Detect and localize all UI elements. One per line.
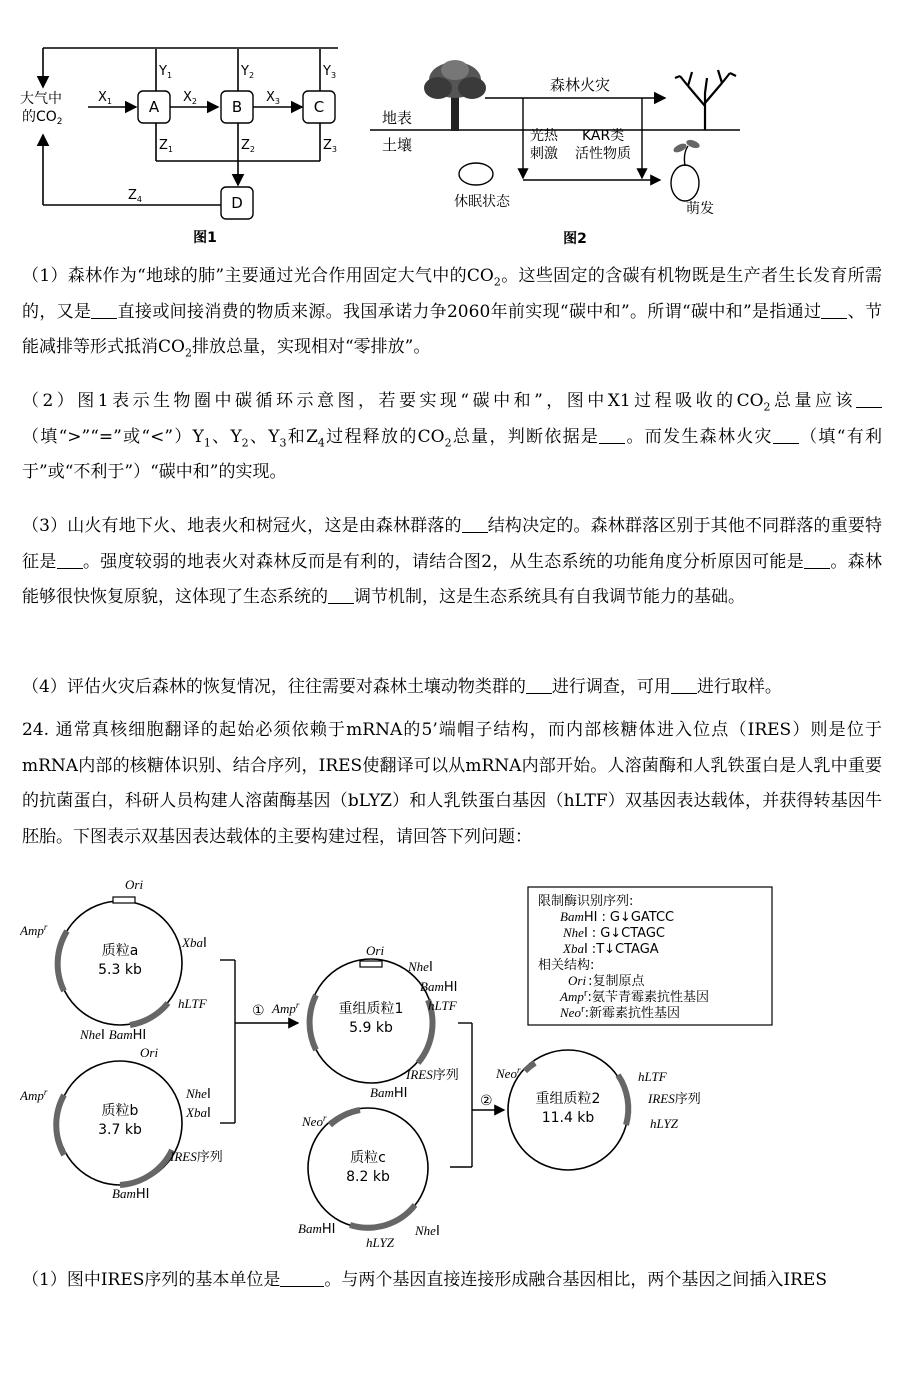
nhe-label-b: NheⅠ	[186, 1086, 211, 1102]
legend-bam: BamHⅠ : G↓GATCC	[560, 909, 675, 925]
atmosphere-label-line1: 大气中	[20, 91, 62, 107]
question-24-stem: 24. 通常真核细胞翻译的起始必须依赖于mRNA的5’端帽子结构，而内部核糖体进入位点（IRES）则是位于mRNA内部的核糖体识别、结合序列，IRES使翻译可以从mRNA内部开始。人溶菌酶和人乳铁蛋白是人乳中重要的抗菌蛋白，科研人员构建人溶菌酶基因（bLYZ）和人乳铁蛋白基因（hLTF）双基因表达载体，并获得转基因牛胚胎。下图表示双基因表达载体的主要构建过程，请回答下列问题：	[22, 720, 882, 847]
amp-label-b: Amp$^r$	[20, 1087, 48, 1103]
recomb2-name: 重组质粒2	[535, 1091, 601, 1107]
answer-blank[interactable]	[328, 586, 354, 604]
forest-fire-label: 森林火灾	[549, 76, 611, 94]
answer-blank[interactable]	[599, 426, 625, 444]
ires-label-r1: IRES序列	[406, 1067, 459, 1083]
legend-title: 限制酶识别序列:	[538, 894, 634, 909]
label-x1: $X_1$	[98, 90, 112, 106]
plasmid-a-name: 质粒a	[101, 943, 139, 959]
surface-label: 地表	[382, 109, 413, 127]
node-d-label: D	[231, 194, 243, 212]
label-y2: $Y_2$	[241, 64, 255, 80]
hlyz-label-c: hLYZ	[366, 1235, 394, 1250]
answer-blank[interactable]	[526, 676, 552, 694]
legend-ori: Ori :复制原点	[568, 973, 645, 989]
dormant-label: 休眠状态	[454, 194, 510, 210]
sprout-label: 萌发	[686, 201, 714, 217]
amp-label-a: Amp$^r$	[20, 922, 48, 938]
figure-1-carbon-cycle	[18, 35, 368, 250]
recomb1-size: 5.9 kb	[349, 1020, 393, 1036]
node-c-label: C	[313, 98, 325, 116]
ori-label-r1: Ori	[366, 943, 385, 958]
question-3: （3）山火有地下火、地表火和树冠火，这是由森林群落的 结构决定的。森林群落区别于其他不同群落的重要特征是 。强度较弱的地表火对森林反而是有利的，请结合图2，从生态系统的功能角度分析原因可能是 。森林能够很快恢复原貌，这体现了生态系统的 调节机制，这是生态系统具有自我调节能力的基础。	[22, 516, 882, 607]
kar-label-2: 活性物质	[575, 146, 631, 162]
atmosphere-label-line2: 的$CO_2$	[22, 109, 63, 127]
answer-blank[interactable]	[804, 551, 830, 569]
answer-blank[interactable]	[773, 426, 799, 444]
hlyz-label-r2: hLYZ	[650, 1116, 678, 1131]
label-x3: $X_3$	[266, 90, 280, 106]
plasmid-b-size: 3.7 kb	[98, 1122, 142, 1138]
hltf-label-a: hLTF	[178, 996, 207, 1011]
bam-label-r1: BamHⅠ	[420, 979, 458, 995]
soil-label: 土壤	[382, 136, 413, 154]
recomb2-size: 11.4 kb	[541, 1110, 595, 1126]
figure-1-caption: 图1	[193, 230, 217, 246]
step-2-label: ②	[480, 1093, 493, 1109]
hltf-label-r1: hLTF	[428, 998, 457, 1013]
bam-label-b: BamHⅠ	[112, 1186, 150, 1202]
answer-blank[interactable]	[280, 1269, 324, 1287]
question-2: （2）图1表示生物圈中碳循环示意图，若要实现“碳中和”，图中X1过程吸收的$CO_2$总量应该（填“>”“=”或“$<”)Y_1$、$Y_2$、$Y_3$和$Z_4$过程释放的$CO_2$总量，判断依据是 。而发生森林火灾 （填“有利于”或“不利于”）“碳中和”的实现。	[22, 391, 882, 482]
question-24-1: （1）图中IRES序列的基本单位是 。与两个基因直接连接形成融合基因相比，两个基因之间插入IRES	[22, 1270, 827, 1290]
light-heat-label-2: 刺激	[530, 146, 558, 162]
xba-label-b: XbaⅠ	[186, 1105, 211, 1121]
answer-blank[interactable]	[821, 301, 847, 319]
plasmid-b-name: 质粒b	[101, 1103, 139, 1119]
legend-amp: Amp$^r$:氨苄青霉素抗性基因	[560, 989, 709, 1005]
node-b-label: B	[231, 98, 243, 116]
living-tree-icon	[424, 60, 486, 131]
legend-related: 相关结构:	[538, 958, 595, 973]
figure-2-caption: 图2	[563, 231, 587, 247]
label-z4: $Z_4$	[128, 188, 142, 204]
step-1-label: ①	[252, 1003, 265, 1019]
label-y3: $Y_3$	[323, 64, 337, 80]
neo-label-c: Neo$^r$	[302, 1113, 327, 1129]
answer-blank[interactable]	[856, 390, 882, 408]
burned-tree-icon	[675, 70, 736, 130]
label-z3: $Z_3$	[323, 138, 337, 154]
kar-label-1: KAR类	[582, 128, 625, 144]
light-heat-label-1: 光热	[530, 128, 558, 144]
legend-xba: XbaⅠ :T↓CTAGA	[563, 941, 659, 957]
legend-neo: Neo$^r$:新霉素抗性基因	[560, 1005, 681, 1021]
answer-blank[interactable]	[57, 551, 83, 569]
question-4: （4）评估火灾后森林的恢复情况，往往需要对森林土壤动物类群的 进行调查，可用 进行取样。	[22, 677, 782, 697]
label-z2: $Z_2$	[241, 138, 255, 154]
xba-label-a: XbaⅠ	[182, 935, 207, 951]
ori-label-b: Ori	[140, 1045, 159, 1060]
ires-label-b: IRES序列	[170, 1149, 223, 1165]
figure-plasmid-construction	[20, 875, 882, 1255]
nhe-bam-label-a: NheⅠ BamHⅠ	[80, 1027, 147, 1043]
sprouting-seed-icon	[671, 138, 701, 201]
hltf-label-r2: hLTF	[638, 1069, 667, 1084]
answer-blank[interactable]	[671, 676, 697, 694]
recomb1-name: 重组质粒1	[338, 1001, 404, 1017]
plasmid-a-size: 5.3 kb	[98, 962, 142, 978]
plasmid-c-name: 质粒c	[350, 1150, 386, 1166]
ori-label-a: Ori	[125, 877, 144, 892]
nhe-label-c: NheⅠ	[415, 1223, 440, 1239]
ires-label-r2: IRES序列	[648, 1091, 701, 1107]
amp-label-r1: Amp$^r$	[272, 1000, 300, 1016]
neo-label-r2: Neo$^r$	[496, 1065, 521, 1081]
label-y1: $Y_1$	[159, 64, 173, 80]
dormant-seed-icon	[459, 163, 493, 185]
figure-2-forest-fire	[370, 58, 750, 253]
node-a-label: A	[148, 98, 160, 116]
nhe-label-r1: NheⅠ	[408, 959, 433, 975]
answer-blank[interactable]	[462, 515, 488, 533]
plasmid-c-size: 8.2 kb	[346, 1169, 390, 1185]
bam-label-r1b: BamHⅠ	[370, 1085, 408, 1101]
label-x2: $X_2$	[183, 90, 197, 106]
answer-blank[interactable]	[91, 301, 117, 319]
label-z1: $Z_1$	[159, 138, 173, 154]
legend-nhe: NheⅠ : G↓CTAGC	[563, 925, 665, 941]
question-1: （1）森林作为“地球的肺”主要通过光合作用固定大气中的$CO_2$。这些固定的含碳有机物既是生产者生长发育所需的，又是 直接或间接消费的物质来源。我国承诺力争2060年前实现“碳中和”。所谓“碳中和”是指通过 、节能减排等形式抵消$CO_2$排放总量，实现相对“零排放”。	[22, 266, 883, 360]
bam-label-c: BamHⅠ	[298, 1221, 336, 1237]
